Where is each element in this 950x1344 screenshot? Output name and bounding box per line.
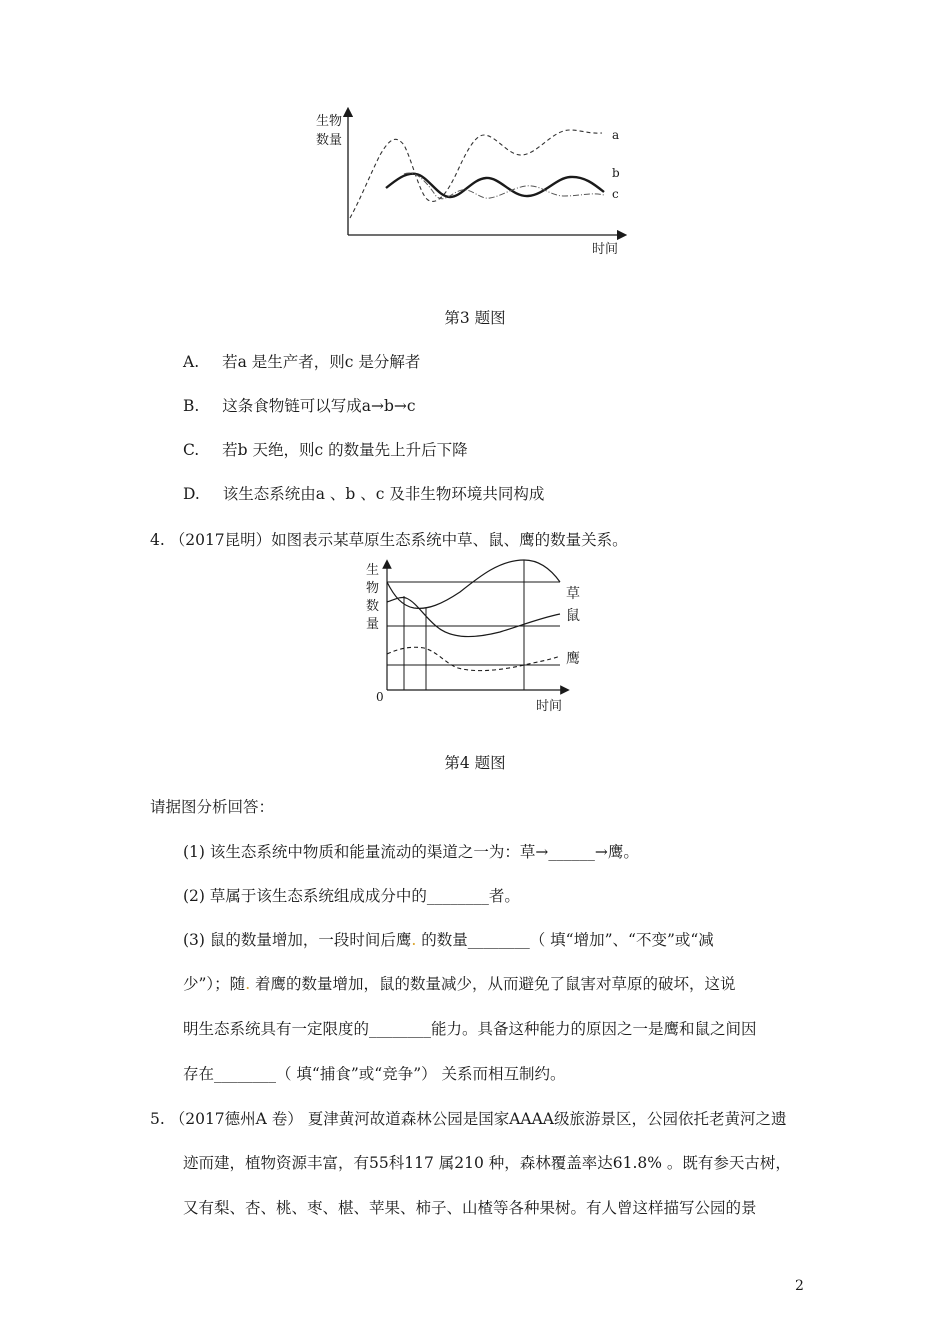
question-4-sub3-line1 bbox=[183, 930, 714, 950]
figure4-ylabel-2: 物 bbox=[366, 581, 380, 596]
sub3-line1-part-a: (3) 鼠的数量增加，一段时间后鹰 bbox=[183, 931, 412, 949]
option-a-text: 若a 是生产者，则c 是分解者 bbox=[222, 353, 421, 371]
question-4-sub3-line2 bbox=[183, 974, 736, 994]
figure3-xlabel: 时间 bbox=[592, 242, 619, 257]
option-d-text: 该生态系统由a 、b 、c 及非生物环境共同构成 bbox=[222, 485, 545, 503]
question-4-prompt: 请据图分析回答： bbox=[150, 798, 275, 816]
option-a-letter: A. bbox=[183, 353, 200, 371]
sub3-line1-part-b: 的数量________（ 填“增加”、“不变”或“减 bbox=[416, 931, 714, 949]
figure4-origin: 0 bbox=[376, 690, 384, 704]
sub3-line2-part-b: 着鹰的数量增加，鼠的数量减少，从而避免了鼠害对草原的破坏，这说 bbox=[250, 975, 736, 993]
curve-label-grass: 草 bbox=[566, 586, 580, 602]
curve-label-a: a bbox=[612, 128, 620, 142]
question-4-stem: 4. （2017昆明）如图表示某草原生态系统中草、鼠、鹰的数量关系。 bbox=[150, 531, 628, 549]
figure3-ylabel-1: 生物 bbox=[316, 114, 343, 129]
figure3-ylabel-2: 数量 bbox=[316, 133, 343, 148]
option-b-letter: B. bbox=[183, 397, 200, 415]
grass-curve bbox=[387, 560, 560, 608]
figure-3 bbox=[300, 100, 640, 260]
question-5-line3: 又有梨、杏、桃、枣、椹、苹果、柿子、山楂等各种果树。有人曾这样描写公园的景 bbox=[183, 1199, 757, 1217]
option-b bbox=[183, 396, 416, 416]
sub3-line2-part-a: 少”）；随 bbox=[183, 975, 246, 993]
question-5-line1: 5. （2017德州A 卷） 夏津黄河故道森林公园是国家AAAA级旅游景区，公园依托老黄河之遗 bbox=[150, 1110, 787, 1128]
question-4-sub3-line4: 存在________（ 填“捕食”或“竞争”） 关系而相互制约。 bbox=[183, 1065, 566, 1083]
hawk-curve bbox=[387, 647, 560, 670]
page-number: 2 bbox=[795, 1278, 804, 1294]
question-4-sub3-line3: 明生态系统具有一定限度的________能力。具备这种能力的原因之一是鹰和鼠之间因 bbox=[183, 1020, 757, 1038]
curve-a bbox=[350, 130, 602, 218]
figure-4 bbox=[360, 556, 590, 716]
figure4-ylabel-4: 量 bbox=[366, 617, 380, 632]
option-c-letter: C. bbox=[183, 441, 200, 459]
option-c bbox=[183, 440, 468, 460]
figure4-ylabel-1: 生 bbox=[366, 563, 380, 578]
option-b-text: 这条食物链可以写成a→b→c bbox=[222, 397, 416, 415]
figure3-caption: 第3 题图 bbox=[444, 309, 506, 327]
option-c-text: 若b 天绝，则c 的数量先上升后下降 bbox=[222, 441, 468, 459]
figure4-xlabel: 时间 bbox=[536, 699, 563, 714]
question-5-line2: 迹而建，植物资源丰富，有55科117 属210 种，森林覆盖率达61.8% 。既有参天古树， bbox=[183, 1154, 791, 1172]
question-4-sub2: (2) 草属于该生态系统组成成分中的________者。 bbox=[183, 887, 520, 905]
mouse-curve bbox=[387, 597, 560, 636]
curve-b bbox=[386, 174, 604, 197]
option-d-letter: D. bbox=[183, 485, 200, 503]
question-4-sub1: (1) 该生态系统中物质和能量流动的渠道之一为：草→______→鹰。 bbox=[183, 843, 639, 861]
curve-label-mouse: 鼠 bbox=[566, 608, 580, 624]
option-a bbox=[183, 352, 420, 372]
option-d bbox=[183, 484, 544, 504]
curve-label-c: c bbox=[612, 187, 619, 201]
figure4-caption: 第4 题图 bbox=[444, 754, 506, 772]
emphasis-dot: . bbox=[411, 931, 417, 949]
figure4-ylabel-3: 数 bbox=[366, 599, 380, 614]
curve-label-hawk: 鹰 bbox=[566, 651, 580, 667]
emphasis-dot: . bbox=[245, 975, 251, 993]
curve-label-b: b bbox=[612, 166, 620, 180]
